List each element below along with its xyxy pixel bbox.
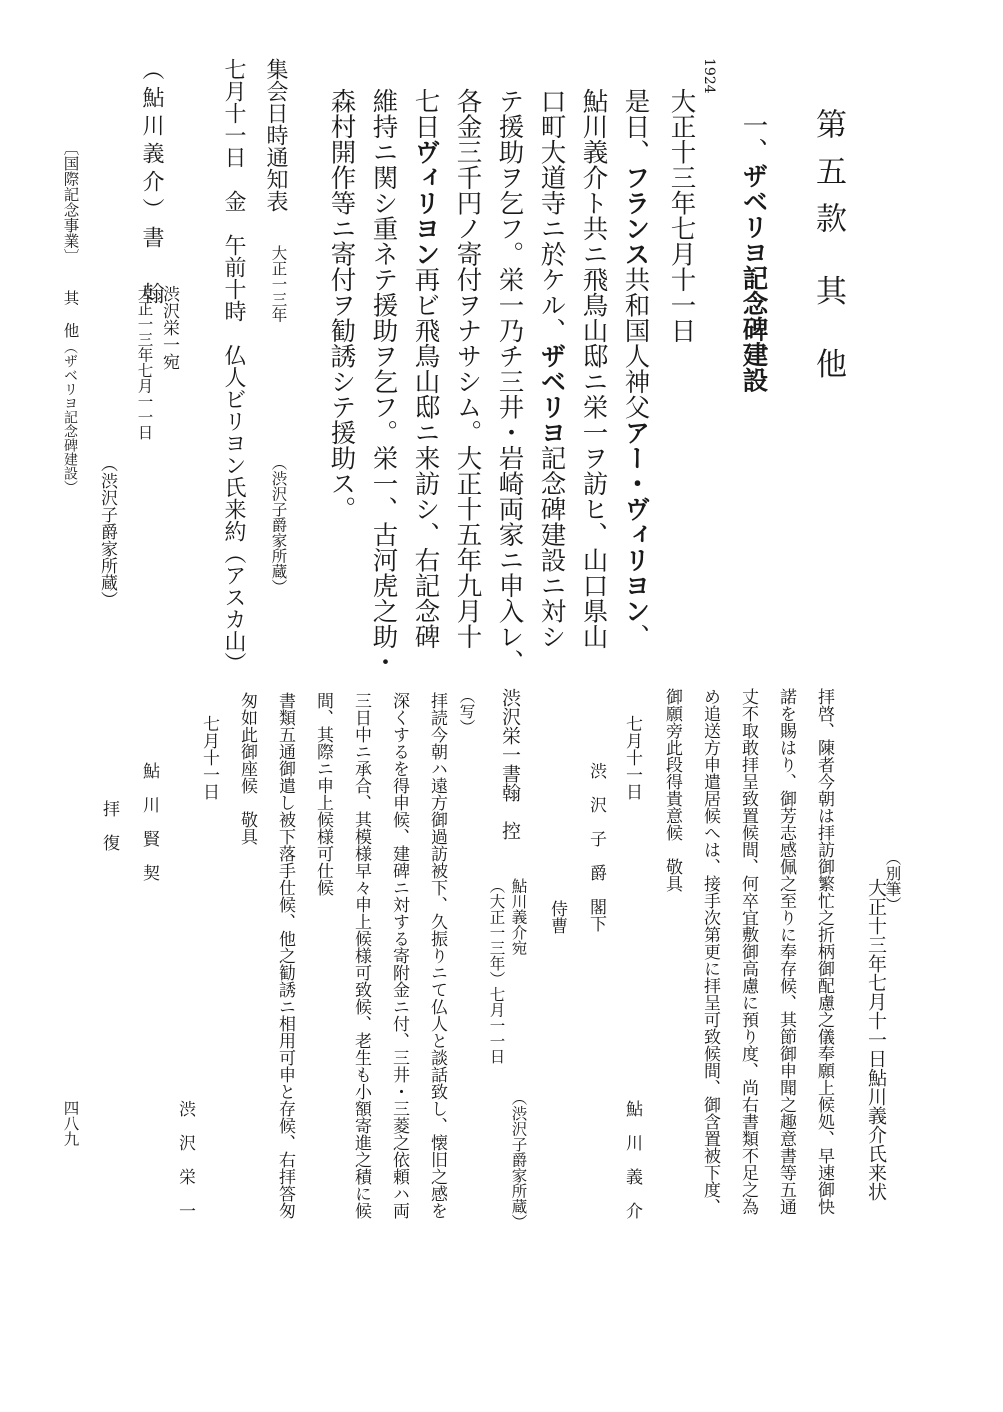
item-number: 一、 — [738, 112, 769, 163]
item-title: ザベリヨ記念碑建設 — [738, 163, 769, 393]
doc1-title: 集会日時通知表 — [263, 58, 288, 212]
letter2-line: 間、其際ニ申上候様可仕候 — [313, 692, 333, 896]
doc2-date: 大正一三年七月一一日 — [135, 285, 154, 440]
doc2-addressee: 渋沢栄一宛 — [159, 285, 179, 370]
letter1-line: 丈不取敢拝呈致置候間、何卒宜敷御高慮に預り度、尚右書類不足之為 — [738, 688, 758, 1215]
narrative-line: 七日ヴィリヨン再ビ飛鳥山邸ニ来訪シ、右記念碑 — [410, 88, 441, 649]
narrative-line: 口町大道寺ニ於ケル、ザベリヨ記念碑建設ニ対シ — [536, 88, 567, 649]
letter1-heading: 大正十三年七月十一日鮎川義介氏来状 — [865, 878, 887, 1201]
letter1-line: 拝啓、陳者今朝は拝訪御繁忙之折柄御配慮之儀奉願上候処、早速御快 — [814, 688, 834, 1215]
page-number: 四八九 — [61, 1100, 80, 1147]
doc1-entry: 七月十一日 金 午前十時 仏人ビリヨン氏来約（アスカ山） — [221, 58, 246, 674]
doc2-title: （鮎川義介）書 翰 — [139, 58, 164, 310]
letter2-date2: 七月十一日 — [199, 715, 219, 800]
doc2-source: （渋沢子爵家所蔵） — [97, 455, 117, 608]
letter2-recipient: 鮎 川 賢 契 — [139, 762, 159, 881]
letter2-source: （渋沢子爵家所蔵） — [509, 1090, 528, 1230]
entry-date: 大正十三年七月十一日 — [666, 88, 697, 343]
letter2-line: 三日中ニ承合、其模様早々申上候様可致候、老生も小額寄進之積に候 — [351, 692, 371, 1219]
letter2-line: 書類五通御遣し被下落手仕候、他之勧誘ニ相用可申と存候、右拝答匆 — [275, 692, 295, 1219]
letter1-date: 七月十一日 — [622, 715, 642, 800]
running-section: 其 他 — [61, 290, 80, 344]
letter1-line: め追送方申遣居候へは、接手次第更に拝呈可致候間、御含置被下度、 — [700, 688, 720, 1215]
year-note: 1924 — [701, 58, 717, 94]
letter1-line: 御願旁此段得貴意候 敬具 — [662, 688, 682, 892]
letter2-line: 拝読今朝ハ遠方御過訪被下、久振りニて仏人と談話致し、懐旧之感を — [427, 692, 447, 1219]
item-heading — [738, 112, 769, 393]
narrative-line: 是日、フランス共和国人神父アー・ヴィリヨン、 — [620, 88, 651, 649]
narrative-line: 鮎川義介ト共ニ飛鳥山邸ニ栄一ヲ訪ヒ、山口県山 — [578, 88, 609, 649]
doc1-source: （渋沢子爵家所蔵） — [269, 455, 288, 595]
letter1-line: 諾を賜はり、御芳志感佩之至りに奉存候、其節御申聞之趣意書等五通 — [776, 688, 796, 1215]
running-series: 〔国際記念事業〕 — [61, 140, 80, 264]
letter1-attendant: 侍曹 — [547, 900, 567, 934]
letter2-line: 深くするを得申候、建碑ニ対する寄附金ニ付、三井・三菱之依頼ハ両 — [389, 692, 409, 1219]
letter1-recipient: 渋 沢 子 爵 閣下 — [586, 762, 606, 932]
letter2-sender: 渋 沢 栄 一 — [175, 1100, 195, 1219]
running-subsection: （ザベリヨ記念碑建設） — [62, 340, 78, 494]
letter1-note: （別筆） — [883, 850, 902, 912]
letter2-title: 渋沢栄一書翰 控 — [499, 688, 521, 840]
doc1-year: 大正一三年 — [269, 245, 288, 323]
narrative-line: テ援助ヲ乞フ。栄一乃チ三井・岩崎両家ニ申入レ、 — [494, 88, 525, 675]
letter2-closing: 拝 復 — [99, 800, 119, 851]
narrative-line: 各金三千円ノ寄付ヲナサシム。大正十五年九月十 — [452, 88, 483, 649]
letter1-sender: 鮎 川 義 介 — [622, 1100, 642, 1219]
letter2-line: 匆如此御座候 敬具 — [237, 692, 257, 845]
letter2-date: （大正一三年）七月一一日 — [487, 878, 506, 1064]
letter2-copy-mark: （写） — [457, 688, 476, 735]
letter2-addressee: 鮎川義介宛 — [509, 878, 528, 956]
narrative-line: 森村開作等ニ寄付ヲ勧誘シテ援助ス。 — [326, 88, 357, 522]
narrative-line: 維持ニ関シ重ネテ援助ヲ乞フ。栄一、古河虎之助・ — [368, 88, 399, 675]
kan-title: 第五款 其 他 — [810, 108, 846, 395]
